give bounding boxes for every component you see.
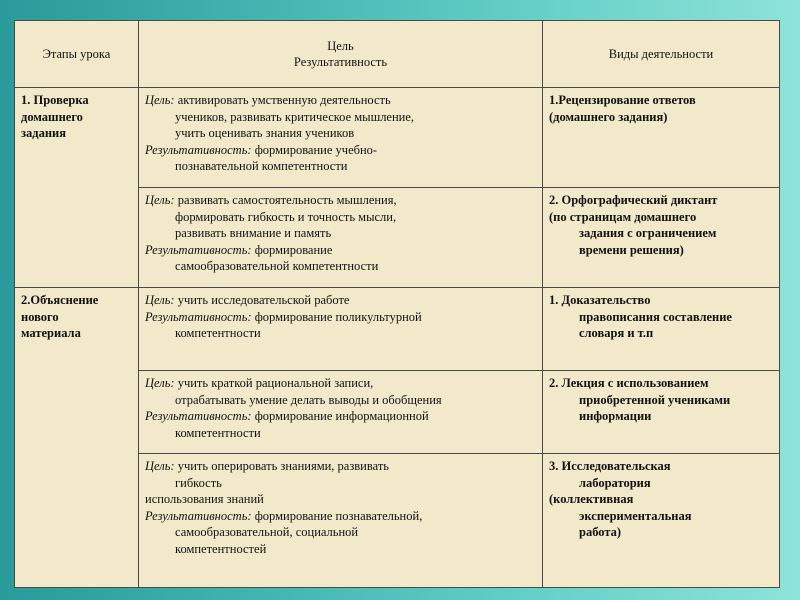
result-continuation: самообразовательной компетентности xyxy=(175,259,379,273)
activity-text: экспериментальная xyxy=(579,508,692,523)
goal-line xyxy=(145,375,536,392)
goal-text: учить краткой рациональной записи, xyxy=(174,376,374,390)
stage-cell xyxy=(15,288,139,588)
activity-text: приобретенной учениками xyxy=(579,392,731,407)
activity-cell xyxy=(543,288,780,371)
goal-extra: использования знаний xyxy=(145,492,264,506)
result-text: формирование информационной xyxy=(251,409,429,423)
header-stage: Этапы урока xyxy=(15,21,139,88)
goal-continuation: формировать гибкость и точность мысли, xyxy=(175,209,397,224)
result-continuation: самообразовательной, социальной xyxy=(175,525,359,539)
result-continuation: компетентности xyxy=(175,425,261,440)
result-text: формирование xyxy=(251,242,333,257)
result-line xyxy=(145,309,536,326)
activity-title: 2. Лекция с использованием xyxy=(549,376,709,390)
result-label: Результативность: xyxy=(145,142,252,157)
goal-text: учить исследовательской работе xyxy=(174,293,350,307)
stage-label-line: домашнего xyxy=(21,109,83,124)
goal-continuation: гибкость xyxy=(175,475,222,490)
goal-cell xyxy=(139,288,543,371)
activity-cell xyxy=(543,454,780,588)
goal-line xyxy=(145,192,536,209)
result-label: Результативность: xyxy=(145,409,252,423)
goal-label: Цель: xyxy=(145,93,175,107)
goal-text: активировать умственную деятельность xyxy=(174,93,391,107)
result-label: Результативность: xyxy=(145,242,252,257)
activity-text: правописания составление xyxy=(579,309,732,324)
activity-text: словаря и т.п xyxy=(579,326,654,340)
activity-text: работа) xyxy=(579,525,622,539)
goal-continuation: развивать внимание и память xyxy=(175,226,332,240)
stage-label-line: 1. Проверка xyxy=(21,93,89,107)
stage-label-line: нового xyxy=(21,309,59,324)
activity-text: (домашнего задания) xyxy=(549,109,668,124)
activity-title: 2. Орфографический диктант xyxy=(549,193,718,207)
activity-text: (коллективная xyxy=(549,492,634,506)
activity-text: лаборатория xyxy=(579,475,651,490)
activity-text: времени решения) xyxy=(579,242,684,257)
stage-cell xyxy=(15,88,139,288)
activity-title: 1. Доказательство xyxy=(549,293,651,307)
header-goal xyxy=(139,21,543,88)
activity-text: задания с ограничением xyxy=(579,226,717,240)
goal-continuation: учить оценивать знания учеников xyxy=(175,126,355,140)
goal-label: Цель: xyxy=(145,376,175,390)
result-text: формирование поликультурной xyxy=(251,309,422,324)
result-label: Результативность: xyxy=(145,508,252,523)
activity-text: (по страницам домашнего xyxy=(549,209,697,224)
result-text: формирование познавательной, xyxy=(251,508,423,523)
goal-line xyxy=(145,292,536,309)
lesson-plan-table xyxy=(14,20,780,588)
activity-text: информации xyxy=(579,409,652,423)
goal-text: учить оперировать знаниями, развивать xyxy=(174,459,390,473)
header-activity: Виды деятельности xyxy=(543,21,780,88)
table-header-row xyxy=(15,21,780,88)
result-text: формирование учебно- xyxy=(251,142,378,157)
result-line xyxy=(145,242,536,259)
result-continuation: познавательной компетентности xyxy=(175,159,348,173)
goal-line xyxy=(145,92,536,109)
activity-cell xyxy=(543,188,780,288)
activity-title: 3. Исследовательская xyxy=(549,459,671,473)
activity-cell xyxy=(543,88,780,188)
goal-cell xyxy=(139,188,543,288)
goal-line xyxy=(145,458,536,475)
goal-continuation: отрабатывать умение делать выводы и обобщения xyxy=(175,392,442,407)
goal-label: Цель: xyxy=(145,193,175,207)
goal-continuation: учеников, развивать критическое мышление, xyxy=(175,109,415,124)
goal-cell xyxy=(139,371,543,454)
table-row xyxy=(15,288,780,371)
goal-label: Цель: xyxy=(145,459,175,473)
stage-label-line: 2.Объяснение xyxy=(21,293,99,307)
activity-cell xyxy=(543,371,780,454)
goal-cell xyxy=(139,88,543,188)
goal-label: Цель: xyxy=(145,293,175,307)
result-continuation: компетентности xyxy=(175,326,261,340)
stage-label-line: материала xyxy=(21,326,81,340)
table-row xyxy=(15,88,780,188)
goal-text: развивать самостоятельность мышления, xyxy=(174,193,397,207)
result-continuation: компетентностей xyxy=(175,541,267,556)
header-result-title: Результативность xyxy=(293,55,388,69)
result-line xyxy=(145,408,536,425)
stage-label-line: задания xyxy=(21,126,67,140)
activity-title: 1.Рецензирование ответов xyxy=(549,93,696,107)
result-line xyxy=(145,142,536,159)
goal-cell xyxy=(139,454,543,588)
result-label: Результативность: xyxy=(145,309,252,324)
result-line xyxy=(145,508,536,525)
header-goal-title: Цель xyxy=(327,38,354,53)
